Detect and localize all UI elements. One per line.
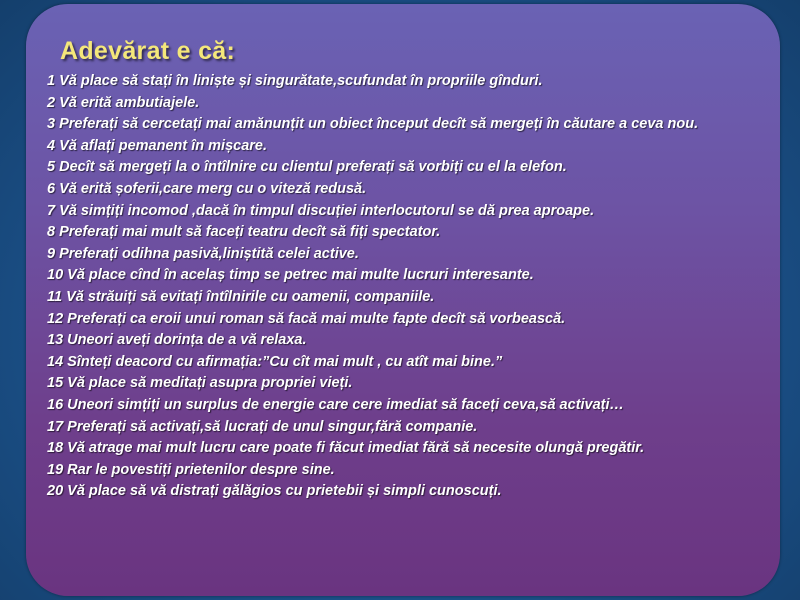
list-item: 15 Vă place să meditați asupra propriei vieți. xyxy=(47,375,353,392)
list-item: 20 Vă place să vă distrați gălăgios cu prietebii și simpli cunoscuți. xyxy=(47,483,502,500)
list-item: 17 Preferați să activați,să lucrați de unul singur,fără companie. xyxy=(47,418,478,435)
list-item: 2 Vă erită ambutiajele. xyxy=(47,94,200,111)
list-item: 6 Vă erită șoferii,care merg cu o viteză redusă. xyxy=(47,180,367,197)
list-item: 16 Uneori simțiți un surplus de energie care cere imediat să faceți ceva,să activați… xyxy=(47,396,625,413)
list-item: 10 Vă place cînd în acelaș timp se petrec mai multe lucruri interesante. xyxy=(47,267,534,284)
list-item: 14 Sînteți deacord cu afirmația:”Cu cît mai mult , cu atît mai bine.” xyxy=(47,353,503,370)
list-item: 4 Vă aflați pemanent în mișcare. xyxy=(47,137,268,154)
list-item: 13 Uneori aveți dorința de a vă relaxa. xyxy=(47,332,307,349)
slide-title: Adevărat e că: xyxy=(60,37,236,65)
list-item: 5 Decît să mergeți la o întîlnire cu clientul preferați să vorbiți cu el la elefon. xyxy=(47,159,567,176)
list-item: 7 Vă simțiți incomod ,dacă în timpul discuției interlocutorul se dă prea aproape. xyxy=(47,202,595,219)
list-item: 8 Preferați mai mult să faceți teatru decît să fiți spectator. xyxy=(47,224,441,241)
list-item: 1 Vă place să stați în liniște și singurătate,scufundat în propriile gînduri. xyxy=(47,73,543,89)
list-item: 12 Preferați ca eroii unui roman să facă mai multe fapte decît să vorbească. xyxy=(47,310,566,327)
statement-list xyxy=(47,71,737,503)
list-item: 18 Vă atrage mai mult lucru care poate fi făcut imediat fără să necesite olungă pregătir. xyxy=(47,440,645,457)
list-item: 9 Preferați odihna pasivă,liniștită celei active. xyxy=(47,245,359,262)
list-item: 19 Rar le povestiți prietenilor despre sine. xyxy=(47,461,335,478)
list-item: 3 Preferați să cercetați mai amănunțit un obiect început decît să mergeți în căutare a ceva nou. xyxy=(47,116,699,133)
list-item: 11 Vă străuiți să evitați întîlnirile cu oamenii, companiile. xyxy=(47,288,435,305)
